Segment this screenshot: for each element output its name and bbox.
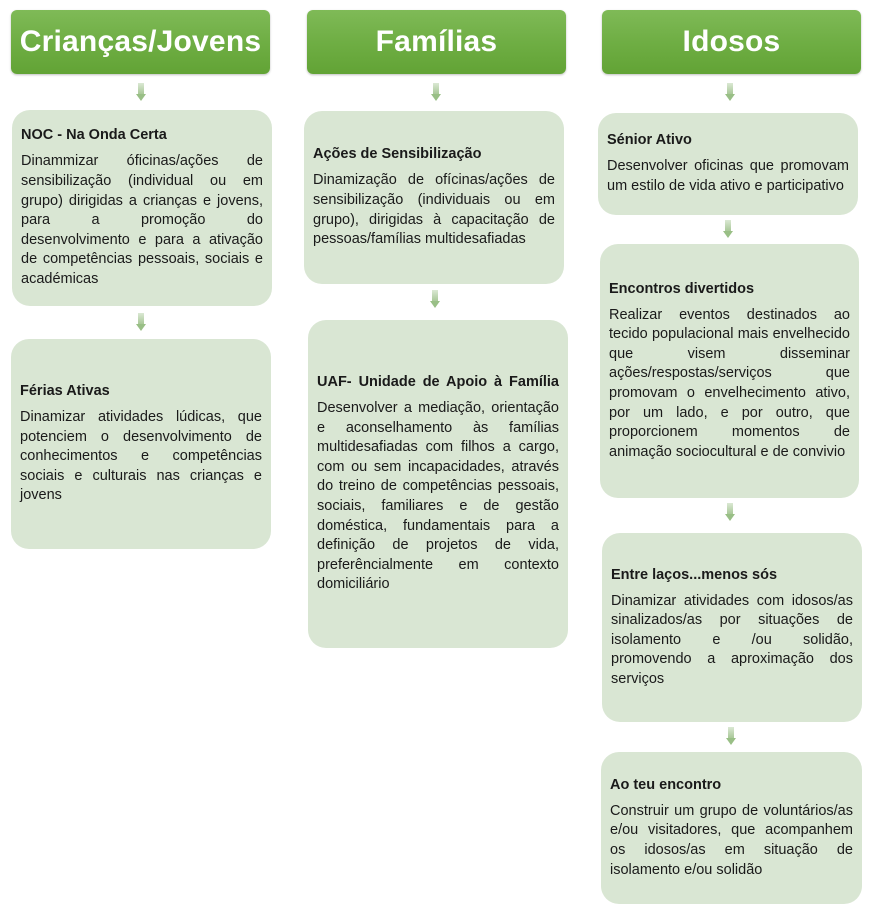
program-title: NOC - Na Onda Certa <box>21 127 167 144</box>
program-description: Realizar eventos destinados ao tecido populacional mais envelhecido que visem disseminar ações/respostas/serviços que promovam o envelhecimento ativo, por um lado, e por outro, que proporcionem momentos de animação sociocultural e de convivio <box>609 306 850 460</box>
arrow-down-icon <box>430 290 440 308</box>
program-box-acoes-sensibilizacao <box>304 111 564 284</box>
arrow-down-icon <box>723 220 733 238</box>
program-box-senior-ativo <box>598 113 858 215</box>
program-box-ao-teu-encontro <box>601 752 862 904</box>
header-label: Famílias <box>375 25 498 58</box>
program-description: Desenvolver a mediação, orientação e aconselhamento às famílias multidesafiadas com filhos a cargo, com ou sem incapacidades, através do treino de competências pessoais, sociais, familiares e de gestão doméstica, fundamentais para a definição de projetos de vida, preferêncialmente em contexto domiciliário <box>317 400 559 593</box>
arrow-down-icon <box>136 83 146 101</box>
arrow-down-icon <box>725 83 735 101</box>
program-title: UAF- Unidade de Apoio à Família <box>317 374 559 391</box>
program-box-noc <box>12 110 272 306</box>
arrow-down-icon <box>431 83 441 101</box>
header-criancas-jovens <box>11 10 270 74</box>
program-box-ferias-ativas <box>11 339 271 549</box>
header-idosos <box>602 10 861 74</box>
header-label: Idosos <box>682 25 781 58</box>
program-box-encontros-divertidos <box>600 244 859 498</box>
header-label: Crianças/Jovens <box>19 25 262 58</box>
arrow-down-icon <box>726 727 736 745</box>
program-description: Construir um grupo de voluntários/as e/ou visitadores, que acompanhem os idosos/as em situação de isolamento e/ou solidão <box>610 802 853 878</box>
program-description: Dinamização de ofícinas/ações de sensibilização (individuais ou em grupo), dirigidas à capacitação de pessoas/famílias multidesafiadas <box>313 172 555 248</box>
arrow-down-icon <box>725 503 735 521</box>
program-description: Desenvolver oficinas que promovam um estilo de vida ativo e participativo <box>607 158 849 194</box>
program-description: Dinamizar atividades lúdicas, que potenciem o desenvolvimento de conhecimentos e competências sociais e culturais nas crianças e jovens <box>20 409 262 504</box>
program-title: Férias Ativas <box>20 383 110 400</box>
program-box-uaf <box>308 320 568 648</box>
arrow-down-icon <box>136 313 146 331</box>
program-title: Ações de Sensibilização <box>313 146 482 163</box>
program-title: Ao teu encontro <box>610 776 722 793</box>
program-title: Encontros divertidos <box>609 280 755 297</box>
program-box-entre-lacos <box>602 533 862 722</box>
program-title: Entre laços...menos sós <box>611 566 778 583</box>
program-description: Dinamizar atividades com idosos/as sinalizados/as por situações de isolamento e /ou solidão, promovendo a aproximação dos serviços <box>611 592 853 687</box>
program-title: Sénior Ativo <box>607 132 692 149</box>
program-description: Dinammizar óficinas/ações de sensibilização (individual ou em grupo) dirigidas a crianças e jovens, para a promoção do desenvolvimento e para a ativação de competências pessoais, sociais e académicas <box>21 153 263 287</box>
header-familias <box>307 10 566 74</box>
